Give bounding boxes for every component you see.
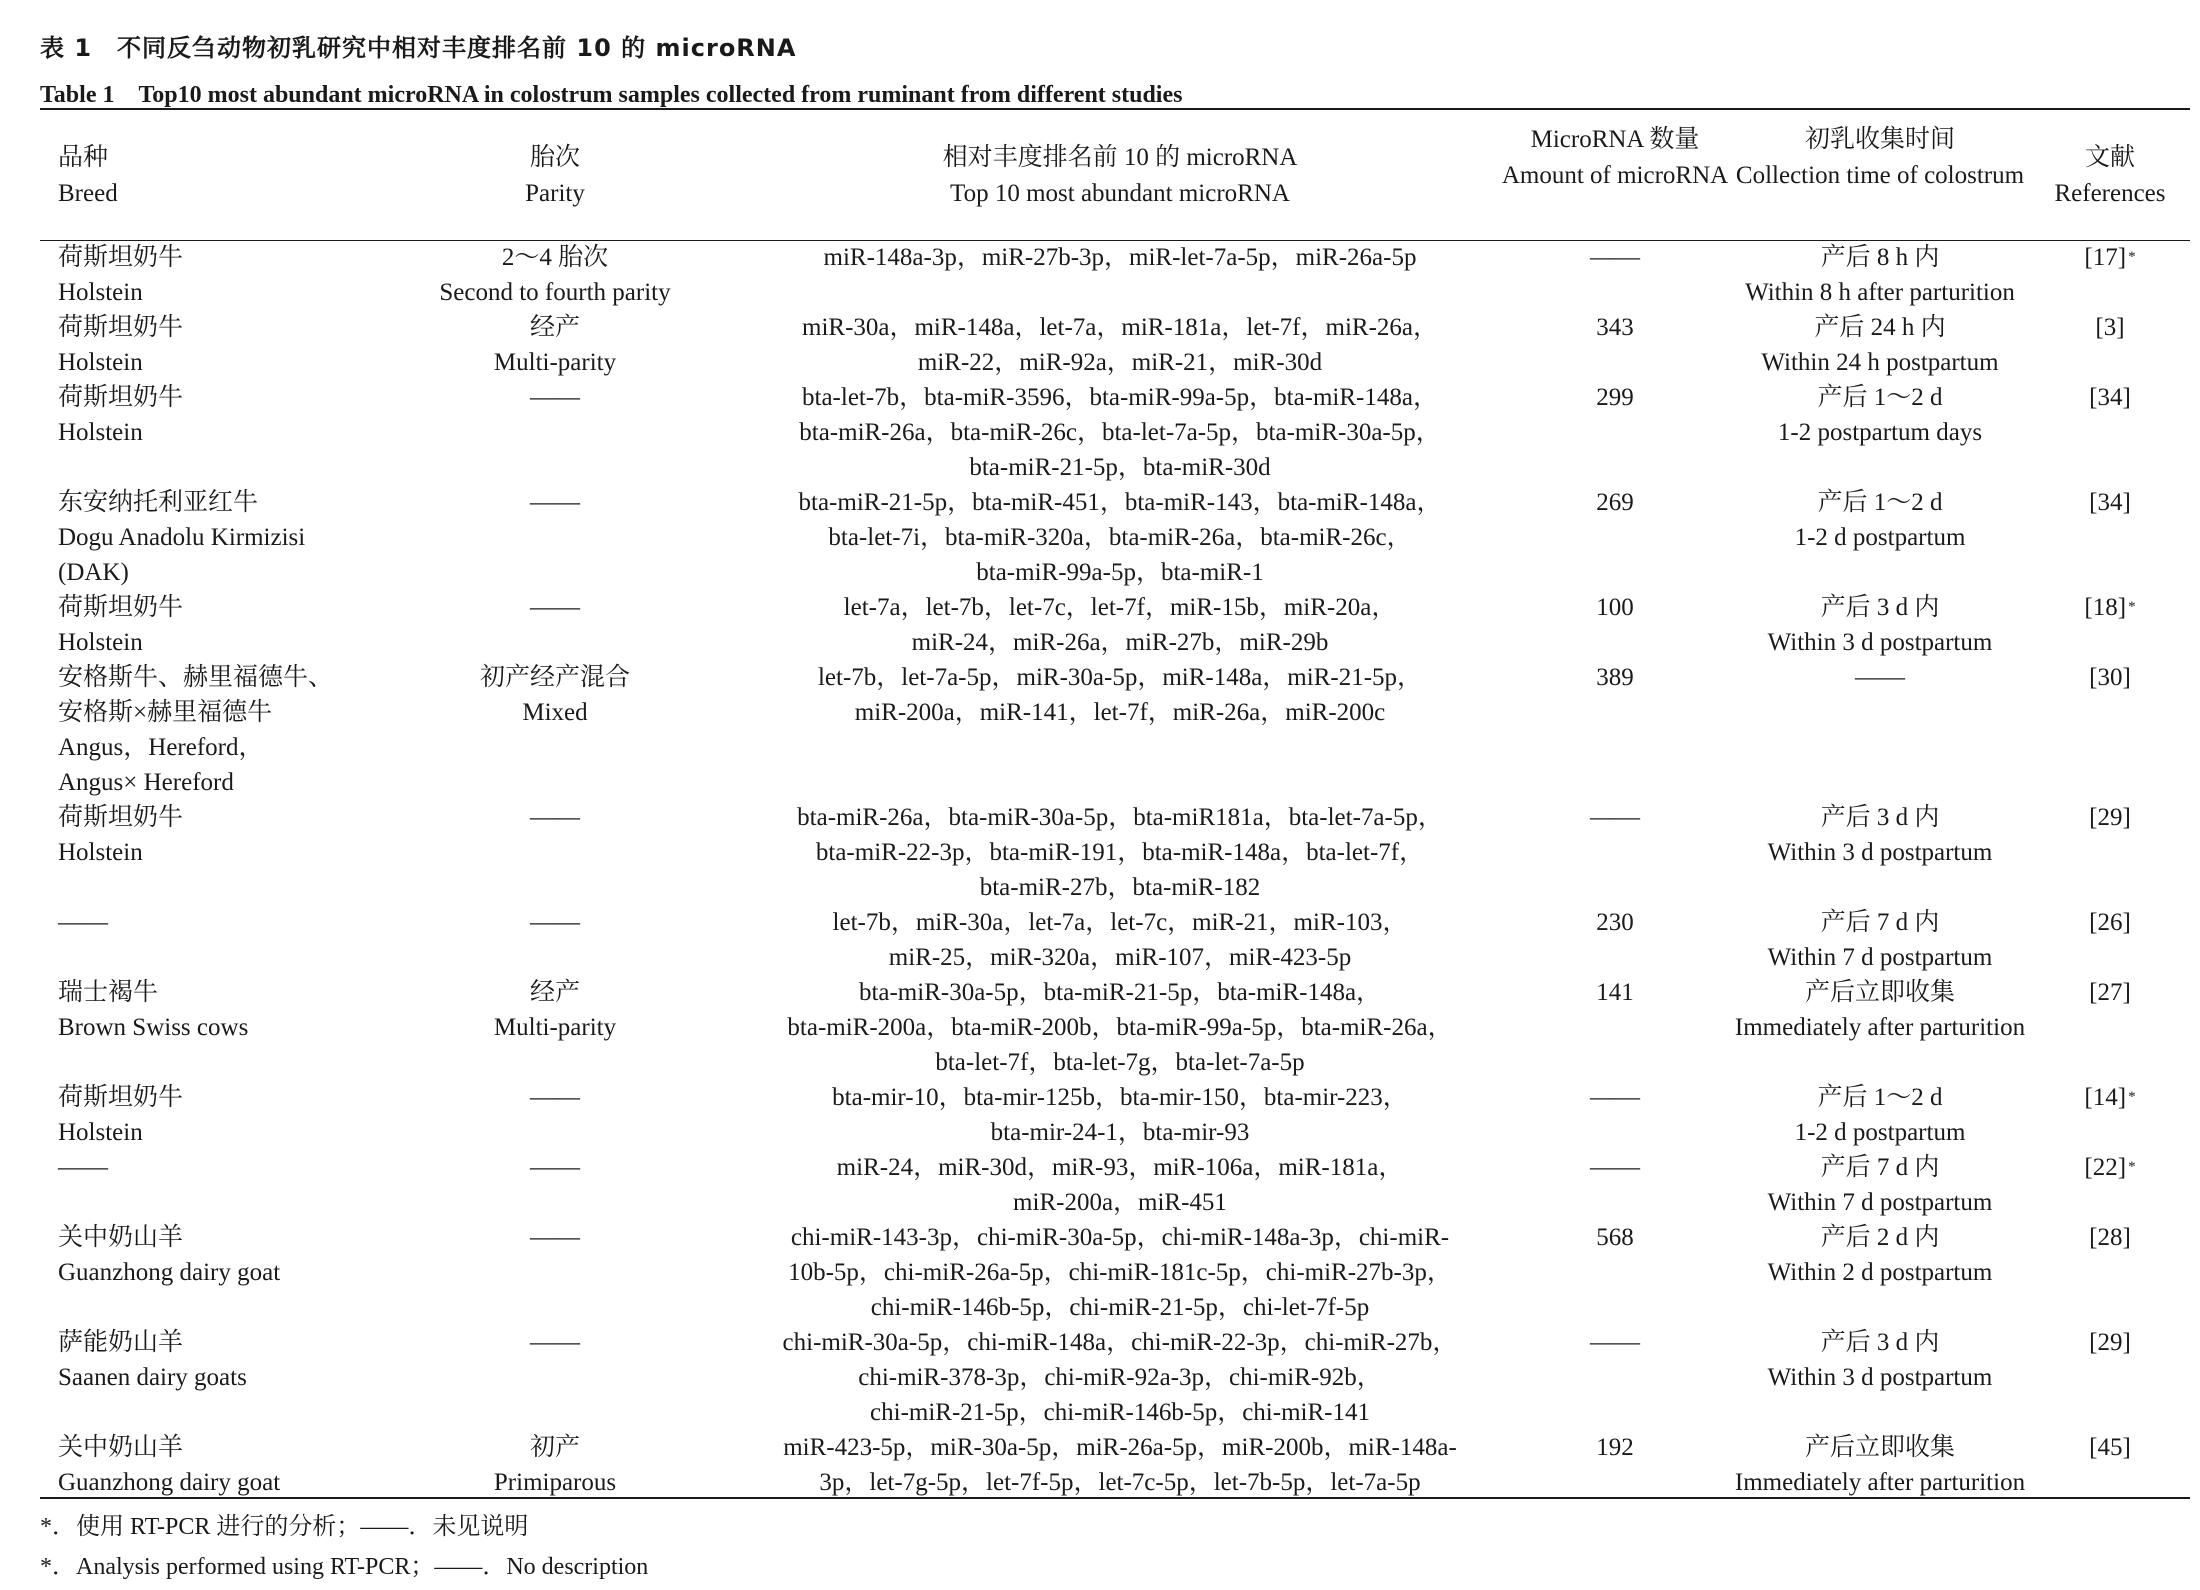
cell-mirna-line: bta-miR-22-3p，bta-miR-191，bta-miR-148a，bta-let-7f， <box>815 839 1425 866</box>
cell-parity <box>370 380 740 485</box>
cell-parity-line: —— <box>530 384 580 411</box>
cell-reference-text: [45] <box>2089 1434 2131 1461</box>
cell-breed-line: 荷斯坦奶牛 <box>58 244 184 271</box>
cell-breed-line: 萨能奶山羊 <box>58 1329 184 1356</box>
header-mirna-zh: 相对丰度排名前 10 的 microRNA <box>942 144 1298 171</box>
table-row <box>40 660 2190 800</box>
cell-parity-line: —— <box>530 594 580 621</box>
cell-mirna <box>740 590 1500 660</box>
table-row <box>40 240 2190 310</box>
cell-collection-time-line: Within 24 h postpartum <box>1761 349 1999 376</box>
cell-mirna <box>740 660 1500 800</box>
cell-reference <box>2030 485 2190 590</box>
cell-reference <box>2030 905 2190 975</box>
cell-parity-line: —— <box>530 1329 580 1356</box>
cell-breed <box>40 975 370 1080</box>
cell-breed-line: Holstein <box>58 629 143 656</box>
rt-pcr-note-mark: * <box>2128 599 2136 615</box>
cell-amount <box>1500 1150 1730 1220</box>
cell-parity <box>370 240 740 310</box>
cell-mirna-line: 3p，let-7g-5p，let-7f-5p，let-7c-5p，let-7b-5p，let-7a-5p <box>819 1469 1421 1496</box>
cell-amount <box>1500 1220 1730 1325</box>
table-row <box>40 590 2190 660</box>
header-amount-en: Amount of microRNA <box>1501 162 1729 189</box>
cell-reference <box>2030 1430 2190 1500</box>
rt-pcr-note-mark: * <box>2128 249 2136 265</box>
cell-collection-time <box>1730 380 2030 485</box>
table-row <box>40 975 2190 1080</box>
cell-breed-line: 关中奶山羊 <box>58 1224 184 1251</box>
cell-mirna-line: bta-miR-200a，bta-miR-200b，bta-miR-99a-5p，bta-miR-26a， <box>787 1014 1453 1041</box>
cell-breed-line: 关中奶山羊 <box>58 1434 184 1461</box>
cell-breed <box>40 485 370 590</box>
cell-breed-line: Holstein <box>58 419 143 446</box>
table-row <box>40 380 2190 485</box>
cell-reference-text: [28] <box>2089 1224 2131 1251</box>
cell-mirna-line: 10b-5p，chi-miR-26a-5p，chi-miR-181c-5p，chi-miR-27b-3p， <box>788 1259 1452 1286</box>
cell-breed <box>40 1325 370 1430</box>
cell-parity <box>370 660 740 800</box>
cell-mirna-line: let-7b，miR-30a，let-7a，let-7c，miR-21，miR-103， <box>832 909 1408 936</box>
cell-parity-line: 2～4 胎次 <box>501 244 609 271</box>
cell-breed-line: 安格斯×赫里福德牛 <box>58 699 273 726</box>
cell-reference <box>2030 975 2190 1080</box>
table-row <box>40 905 2190 975</box>
cell-mirna <box>740 485 1500 590</box>
cell-amount <box>1500 590 1730 660</box>
cell-collection-time-line: 1-2 d postpartum <box>1794 1119 1966 1146</box>
cell-collection-time-line: 产后 3 d 内 <box>1820 594 1940 621</box>
cell-collection-time-line: Within 2 d postpartum <box>1767 1259 1993 1286</box>
cell-mirna-line: bta-miR-99a-5p，bta-miR-1 <box>976 559 1264 586</box>
top-rule <box>40 108 2190 110</box>
rt-pcr-note-mark: * <box>2128 1089 2136 1105</box>
table-row <box>40 1430 2190 1500</box>
cell-collection-time-line: —— <box>1855 664 1905 691</box>
cell-mirna <box>740 310 1500 380</box>
cell-reference-text: [17] <box>2084 244 2127 271</box>
cell-collection-time <box>1730 1150 2030 1220</box>
cell-amount <box>1500 905 1730 975</box>
cell-reference-text: [27] <box>2089 979 2131 1006</box>
cell-parity-line: Multi-parity <box>493 1014 617 1041</box>
cell-reference <box>2030 590 2190 660</box>
cell-collection-time-line: 产后 7 d 内 <box>1820 1154 1940 1181</box>
cell-parity-line: —— <box>530 1084 580 1111</box>
cell-parity <box>370 1325 740 1430</box>
cell-parity <box>370 310 740 380</box>
cell-amount-text: —— <box>1590 244 1640 271</box>
cell-amount-text: —— <box>1590 804 1640 831</box>
cell-collection-time <box>1730 240 2030 310</box>
cell-amount-text: —— <box>1590 1154 1640 1181</box>
cell-mirna-line: miR-423-5p，miR-30a-5p，miR-26a-5p，miR-200b，miR-148a- <box>783 1434 1457 1461</box>
cell-collection-time-line: 产后 3 d 内 <box>1820 1329 1940 1356</box>
cell-mirna-line: chi-miR-378-3p，chi-miR-92a-3p，chi-miR-92b， <box>858 1364 1382 1391</box>
header-row <box>40 112 2190 240</box>
cell-collection-time <box>1730 905 2030 975</box>
cell-breed <box>40 380 370 485</box>
cell-reference-text: [3] <box>2095 314 2125 341</box>
header-time-zh: 初乳收集时间 <box>1804 126 1955 153</box>
cell-collection-time <box>1730 485 2030 590</box>
cell-parity <box>370 1220 740 1325</box>
cell-parity <box>370 485 740 590</box>
cell-mirna <box>740 905 1500 975</box>
header-time-en: Collection time of colostrum <box>1735 162 2025 189</box>
cell-collection-time <box>1730 1220 2030 1325</box>
cell-collection-time-line: 产后 1～2 d <box>1817 1084 1943 1111</box>
cell-mirna-line: bta-miR-26a，bta-miR-26c，bta-let-7a-5p，bta-miR-30a-5p， <box>799 419 1441 446</box>
header-mirna-en: Top 10 most abundant microRNA <box>950 180 1290 207</box>
cell-mirna <box>740 1220 1500 1325</box>
cell-reference <box>2030 1325 2190 1430</box>
cell-breed <box>40 310 370 380</box>
cell-parity-line: —— <box>530 909 580 936</box>
cell-collection-time-line: Within 7 d postpartum <box>1767 1189 1993 1216</box>
cell-mirna-line: bta-mir-10，bta-mir-125b，bta-mir-150，bta-mir-223， <box>832 1084 1408 1111</box>
cell-amount-text: 230 <box>1596 909 1634 936</box>
cell-collection-time-line: 产后 1～2 d <box>1817 384 1943 411</box>
header-time <box>1730 112 2030 240</box>
cell-reference-text: [29] <box>2089 1329 2131 1356</box>
cell-amount <box>1500 975 1730 1080</box>
cell-breed-line: 瑞士褐牛 <box>58 979 159 1006</box>
header-parity-en: Parity <box>525 180 585 207</box>
cell-amount <box>1500 1325 1730 1430</box>
bottom-rule <box>40 1497 2190 1499</box>
cell-amount <box>1500 310 1730 380</box>
cell-collection-time-line: Immediately after parturition <box>1734 1469 2026 1496</box>
cell-mirna-line: miR-25，miR-320a，miR-107，miR-423-5p <box>888 944 1352 971</box>
rt-pcr-note-mark: * <box>2128 1159 2136 1175</box>
cell-breed-line: 荷斯坦奶牛 <box>58 1084 184 1111</box>
cell-mirna <box>740 1430 1500 1500</box>
header-amount <box>1500 112 1730 240</box>
cell-parity-line: —— <box>530 804 580 831</box>
cell-breed-line: 荷斯坦奶牛 <box>58 384 184 411</box>
cell-mirna-line: chi-miR-143-3p，chi-miR-30a-5p，chi-miR-148a-3p，chi-miR- <box>790 1224 1450 1251</box>
cell-breed <box>40 590 370 660</box>
mirna-table <box>40 112 2190 1500</box>
cell-reference <box>2030 1080 2190 1150</box>
cell-breed-line: 荷斯坦奶牛 <box>58 314 184 341</box>
cell-collection-time <box>1730 1325 2030 1430</box>
cell-parity-line: Mixed <box>522 699 588 726</box>
cell-collection-time-line: 产后 2 d 内 <box>1820 1224 1940 1251</box>
cell-amount <box>1500 660 1730 800</box>
header-references-en: References <box>2054 180 2166 207</box>
cell-parity <box>370 1080 740 1150</box>
cell-parity-line: 初产经产混合 <box>479 664 630 691</box>
cell-mirna-line: miR-200a，miR-141，let-7f，miR-26a，miR-200c <box>854 699 1386 726</box>
cell-collection-time <box>1730 975 2030 1080</box>
cell-mirna-line: chi-miR-21-5p，chi-miR-146b-5p，chi-miR-141 <box>870 1399 1370 1426</box>
cell-reference-text: [34] <box>2089 384 2131 411</box>
header-mirna <box>740 112 1500 240</box>
cell-parity <box>370 1150 740 1220</box>
cell-breed-line: Brown Swiss cows <box>58 1014 249 1041</box>
cell-collection-time <box>1730 310 2030 380</box>
cell-mirna-line: bta-let-7i，bta-miR-320a，bta-miR-26a，bta-miR-26c， <box>828 524 1412 551</box>
table-caption-zh: 表 1 不同反刍动物初乳研究中相对丰度排名前 10 的 microRNA <box>40 34 797 62</box>
table-row <box>40 1150 2190 1220</box>
cell-reference <box>2030 1220 2190 1325</box>
cell-amount-text: 299 <box>1596 384 1634 411</box>
cell-collection-time-line: 产后 3 d 内 <box>1820 804 1940 831</box>
cell-collection-time-line: 产后立即收集 <box>1804 979 1955 1006</box>
cell-collection-time-line: Within 3 d postpartum <box>1767 1364 1993 1391</box>
cell-amount <box>1500 1430 1730 1500</box>
cell-collection-time-line: 1-2 d postpartum <box>1794 524 1966 551</box>
header-amount-zh: MicroRNA 数量 <box>1530 126 1700 153</box>
cell-collection-time-line: 产后 24 h 内 <box>1814 314 1946 341</box>
cell-breed <box>40 800 370 905</box>
cell-parity-line: 经产 <box>529 314 580 341</box>
table-body <box>40 240 2190 1500</box>
cell-mirna <box>740 800 1500 905</box>
cell-parity-line: 初产 <box>529 1434 580 1461</box>
cell-breed-line: 安格斯牛、赫里福德牛、 <box>58 664 334 691</box>
cell-breed <box>40 240 370 310</box>
cell-amount-text: —— <box>1590 1329 1640 1356</box>
cell-reference <box>2030 1150 2190 1220</box>
cell-mirna-line: miR-24，miR-30d，miR-93，miR-106a，miR-181a， <box>836 1154 1404 1181</box>
cell-parity <box>370 905 740 975</box>
cell-reference <box>2030 310 2190 380</box>
cell-breed-line: Dogu Anadolu Kirmizisi <box>58 524 306 551</box>
cell-mirna-line: miR-24，miR-26a，miR-27b，miR-29b <box>911 629 1329 656</box>
cell-parity-line: Primiparous <box>493 1469 617 1496</box>
cell-amount-text: 269 <box>1596 489 1634 516</box>
cell-mirna <box>740 975 1500 1080</box>
cell-reference-text: [30] <box>2089 664 2131 691</box>
cell-mirna-line: let-7a，let-7b，let-7c，let-7f，miR-15b，miR-20a， <box>843 594 1397 621</box>
cell-mirna <box>740 380 1500 485</box>
cell-breed-line: Holstein <box>58 349 143 376</box>
cell-mirna-line: bta-let-7b，bta-miR-3596，bta-miR-99a-5p，bta-miR-148a， <box>802 384 1438 411</box>
cell-mirna-line: miR-148a-3p，miR-27b-3p，miR-let-7a-5p，miR-26a-5p <box>823 244 1417 271</box>
cell-mirna-line: bta-mir-24-1，bta-mir-93 <box>990 1119 1250 1146</box>
cell-reference-text: [18] <box>2084 594 2127 621</box>
cell-amount <box>1500 380 1730 485</box>
cell-breed-line: (DAK) <box>58 559 129 586</box>
header-references-zh: 文献 <box>2084 144 2135 171</box>
cell-parity-line: —— <box>530 489 580 516</box>
cell-amount-text: 100 <box>1596 594 1634 621</box>
cell-collection-time-line: 产后 8 h 内 <box>1820 244 1940 271</box>
cell-amount <box>1500 485 1730 590</box>
cell-mirna <box>740 1150 1500 1220</box>
cell-amount <box>1500 240 1730 310</box>
cell-parity-line: 经产 <box>529 979 580 1006</box>
cell-reference <box>2030 380 2190 485</box>
cell-collection-time <box>1730 590 2030 660</box>
cell-reference-text: [29] <box>2089 804 2131 831</box>
cell-parity-line: Second to fourth parity <box>439 279 671 306</box>
table-row <box>40 485 2190 590</box>
cell-reference <box>2030 800 2190 905</box>
cell-parity-line: Multi-parity <box>493 349 617 376</box>
cell-mirna-line: chi-miR-146b-5p，chi-miR-21-5p，chi-let-7f-5p <box>870 1294 1370 1321</box>
cell-amount <box>1500 800 1730 905</box>
cell-mirna <box>740 1325 1500 1430</box>
header-breed-zh: 品种 <box>58 144 109 171</box>
cell-breed <box>40 905 370 975</box>
cell-amount-text: 141 <box>1596 979 1634 1006</box>
cell-breed-line: 荷斯坦奶牛 <box>58 804 184 831</box>
footnote-en: *．Analysis performed using RT-PCR；——．No description <box>40 1554 649 1580</box>
table-row <box>40 1325 2190 1430</box>
cell-breed <box>40 1430 370 1500</box>
cell-collection-time-line: 产后 1～2 d <box>1817 489 1943 516</box>
cell-parity-line: —— <box>530 1224 580 1251</box>
cell-breed <box>40 1220 370 1325</box>
cell-mirna-line: bta-miR-26a，bta-miR-30a-5p，bta-miR181a，bta-let-7a-5p， <box>797 804 1443 831</box>
cell-mirna-line: bta-miR-21-5p，bta-miR-451，bta-miR-143，bta-miR-148a， <box>798 489 1442 516</box>
cell-breed-line: Holstein <box>58 839 143 866</box>
cell-reference-text: [14] <box>2084 1084 2127 1111</box>
cell-breed-line: —— <box>58 909 108 936</box>
cell-collection-time <box>1730 800 2030 905</box>
cell-mirna-line: bta-miR-30a-5p，bta-miR-21-5p，bta-miR-148a， <box>858 979 1382 1006</box>
cell-breed-line: 东安纳托利亚红牛 <box>58 489 259 516</box>
cell-collection-time <box>1730 660 2030 800</box>
cell-collection-time-line: 1-2 postpartum days <box>1777 419 1983 446</box>
cell-collection-time-line: Within 3 d postpartum <box>1767 839 1993 866</box>
table-row <box>40 1080 2190 1150</box>
cell-parity <box>370 800 740 905</box>
cell-amount-text: 343 <box>1596 314 1634 341</box>
cell-amount-text: 192 <box>1596 1434 1634 1461</box>
cell-mirna-line: bta-miR-27b，bta-miR-182 <box>979 874 1261 901</box>
cell-amount <box>1500 1080 1730 1150</box>
cell-mirna-line: miR-200a，miR-451 <box>1013 1189 1227 1216</box>
cell-parity <box>370 1430 740 1500</box>
cell-collection-time <box>1730 1080 2030 1150</box>
cell-parity <box>370 975 740 1080</box>
header-references <box>2030 112 2190 240</box>
cell-reference-text: [22] <box>2084 1154 2127 1181</box>
cell-collection-time-line: 产后立即收集 <box>1804 1434 1955 1461</box>
cell-amount-text: 568 <box>1596 1224 1634 1251</box>
cell-mirna-line: bta-miR-21-5p，bta-miR-30d <box>969 454 1271 481</box>
cell-amount-text: —— <box>1590 1084 1640 1111</box>
footnote-zh: *．使用 RT-PCR 进行的分析；——．未见说明 <box>40 1514 529 1540</box>
table-row <box>40 800 2190 905</box>
header-breed-en: Breed <box>58 180 118 207</box>
cell-mirna-line: miR-30a，miR-148a，let-7a，miR-181a，let-7f，miR-26a， <box>802 314 1438 341</box>
cell-breed <box>40 660 370 800</box>
table-row <box>40 310 2190 380</box>
cell-reference <box>2030 240 2190 310</box>
cell-mirna-line: chi-miR-30a-5p，chi-miR-148a，chi-miR-22-3p，chi-miR-27b， <box>782 1329 1458 1356</box>
cell-reference <box>2030 660 2190 800</box>
cell-reference-text: [34] <box>2089 489 2131 516</box>
cell-mirna <box>740 240 1500 310</box>
cell-collection-time-line: 产后 7 d 内 <box>1820 909 1940 936</box>
cell-amount-text: 389 <box>1596 664 1634 691</box>
cell-breed-line: Holstein <box>58 1119 143 1146</box>
table-row <box>40 1220 2190 1325</box>
cell-collection-time-line: Within 3 d postpartum <box>1767 629 1993 656</box>
cell-mirna-line: let-7b，let-7a-5p，miR-30a-5p，miR-148a，miR-21-5p， <box>817 664 1423 691</box>
cell-breed-line: Guanzhong dairy goat <box>58 1259 281 1286</box>
cell-breed-line: Guanzhong dairy goat <box>58 1469 281 1496</box>
cell-mirna <box>740 1080 1500 1150</box>
cell-collection-time-line: Within 8 h after parturition <box>1745 279 2015 306</box>
cell-breed-line: 荷斯坦奶牛 <box>58 594 184 621</box>
cell-parity <box>370 590 740 660</box>
header-breed <box>40 112 370 240</box>
cell-collection-time-line: Within 7 d postpartum <box>1767 944 1993 971</box>
cell-breed <box>40 1080 370 1150</box>
table-caption-en: Table 1 Top10 most abundant microRNA in colostrum samples collected from ruminant from different studies <box>40 82 1183 108</box>
cell-collection-time-line: Immediately after parturition <box>1734 1014 2026 1041</box>
cell-breed <box>40 1150 370 1220</box>
cell-parity-line: —— <box>530 1154 580 1181</box>
header-parity-zh: 胎次 <box>529 144 580 171</box>
cell-collection-time <box>1730 1430 2030 1500</box>
cell-mirna-line: bta-let-7f，bta-let-7g，bta-let-7a-5p <box>935 1049 1305 1076</box>
cell-breed-line: Angus，Hereford， <box>58 734 264 761</box>
cell-reference-text: [26] <box>2089 909 2131 936</box>
header-parity <box>370 112 740 240</box>
cell-breed-line: Holstein <box>58 279 143 306</box>
cell-breed-line: Saanen dairy goats <box>58 1364 247 1391</box>
cell-mirna-line: miR-22，miR-92a，miR-21，miR-30d <box>917 349 1323 376</box>
cell-breed-line: —— <box>58 1154 108 1181</box>
cell-breed-line: Angus× Hereford <box>58 769 234 796</box>
